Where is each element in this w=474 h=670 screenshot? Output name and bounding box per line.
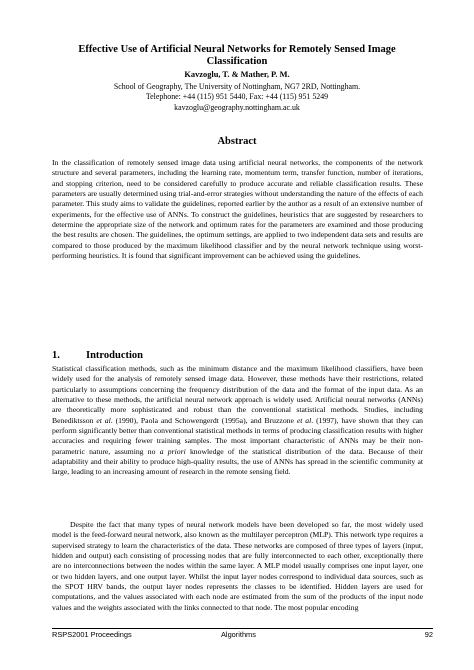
section-heading-introduction — [52, 350, 143, 362]
paper-authors: Kavzoglu, T. & Mather, P. M. — [184, 70, 290, 79]
title-line-2: Classification — [206, 56, 268, 67]
affiliation: School of Geography, The University of Nottingham, NG7 2RD, Nottingham. — [113, 82, 361, 91]
footer-divider — [52, 628, 433, 629]
abstract-heading: Abstract — [217, 136, 257, 147]
intro-p1-etal-1: et al — [96, 415, 111, 425]
intro-p1-apriori: a priori — [159, 446, 186, 456]
section-number: 1. — [52, 350, 60, 361]
title-line-1: Effective Use of Artificial Neural Networks for Remotely Sensed Image — [78, 44, 396, 55]
intro-paragraph-2: Despite the fact that many types of neural network models have been developed so far, the most widely used model is the feed-forward neural network, also known as the multilayer perceptron (MLP). This network type requires a supervised strategy to learn the characteristics of the data. These networks are composed of three types of layers (input, hidden and output) each consisting of processing nodes that are fully interconnected to each other, exceptionally there are no interconnections between the nodes within the same layer. A MLP model usually comprises one input layer, one or two hidden layers, and one output layer. Whilst the input layer nodes correspond to individual data sources, such as the SPOT HRV bands, the output layer nodes represents the classes to be identified. Hidden layers are used for computations, and the values associated with each node are estimated from the sum of the products of the input node values and the weights associated with the links connected to that node. The most popular encoding — [52, 520, 423, 612]
intro-p1-text-b: . (1990), Paola and Schowengerdt (1995a), and Bruzzone — [110, 415, 297, 425]
author-affiliation-block — [40, 82, 434, 113]
page-number: 92 — [424, 630, 433, 639]
intro-p1-text-c: . (1997), have shown that they can perform significantly better than conventional statistical methods in terms of producing classification results with higher accuracies and requiring fewer training samples. The most important characteristic of ANNs may be their non-parametric nature, assuming no — [52, 415, 424, 456]
paper-title — [40, 44, 434, 68]
contact-numbers: Telephone: +44 (115) 951 5440, Fax: +44 (115) 951 5249 — [145, 92, 329, 102]
intro-p1-text-d: knowledge of the statistical distribution of the data. Because of their adaptability and their ability to produce high-quality results, the use of ANNs has spread in the scientific community at large, leading to an increasing amount of research in the remote sensing field. — [52, 446, 423, 477]
intro-p1-etal-2: et al — [296, 415, 312, 425]
email-address: kavzoglu@geography.nottingham.ac.uk — [174, 102, 300, 112]
intro-paragraph-1 — [52, 364, 423, 478]
intro-p1-text-a: Statistical classification methods, such as the minimum distance and the maximum likelihood classifiers, have been widely used for the analysis of remotely sensed image data. However, these methods have their restrictions, related particularly to assumptions concerning the frequency distribution of the data and the format of the input data. As an alternative to these methods, the artificial neural network approach is widely used. Artificial neural networks (ANNs) are theoretically more sophisticated and robust than the conventional statistical methods. Studies, including Benediktsson — [52, 364, 423, 425]
abstract-text: In the classification of remotely sensed image data using artificial neural networks, the components of the network structure and several parameters, including the learning rate, momentum term, transfer function, number of iterations, and stopping criterion, need to be considered carefully to produce accurate and reliable classification results. These parameters are usually determined using trial-and-error strategies without understanding the nature of the effects of each parameter. This study aims to validate the guidelines, reported earlier by the author as a result of an extensive number of experiments, for the effective use of ANNs. To construct the guidelines, heuristics that are suggested by researchers to determine the appropriate size of the network and optimum rates for the parameters are examined and those producing the best results are chosen. The guidelines, the optimum settings, are applied to two independent data sets and results are compared to those produced by the maximum likelihood classifier and by the neural network technique using worst-performing heuristics. It is found that significant improvement can be achieved using the guidelines. — [52, 158, 423, 261]
section-title: Introduction — [86, 350, 143, 361]
footer-proceedings: RSPS2001 Proceedings — [52, 630, 132, 639]
footer-section: Algorithms — [221, 630, 256, 639]
